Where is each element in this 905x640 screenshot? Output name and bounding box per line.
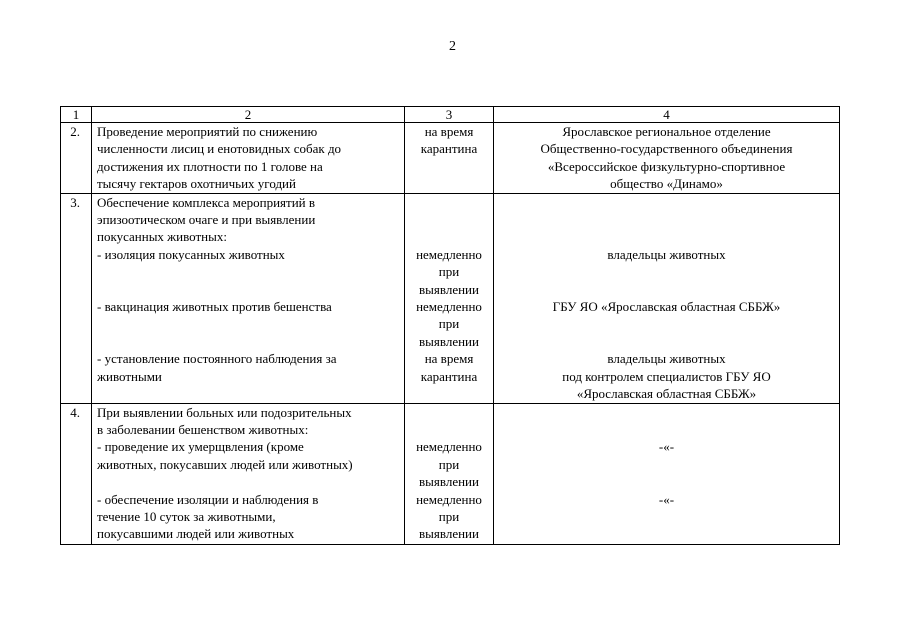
row-number: 4. — [61, 403, 92, 544]
executor-line: ГБУ ЯО «Ярославская областная СББЖ» — [552, 299, 781, 315]
term-line: на время — [424, 351, 474, 367]
executor-line: владельцы животных — [607, 246, 726, 262]
column-executor-header: 4 — [494, 107, 840, 123]
executor-line: «Ярославская областная СББЖ» — [576, 386, 757, 402]
executor-cell — [494, 123, 840, 194]
table-row — [61, 123, 840, 194]
page-number: 2 — [449, 39, 456, 54]
row-number: 2. — [61, 123, 92, 194]
executor-line: Ярославское региональное отделение — [562, 124, 771, 139]
executor-line: «Всероссийское физкультурно-спортивное — [547, 158, 786, 174]
term-line: выявлении — [419, 281, 479, 297]
measure-line: Проведение мероприятий по снижению — [97, 124, 318, 139]
row-number: 3. — [61, 193, 92, 403]
table-row — [61, 403, 840, 544]
executor-line: Общественно-государственного объединения — [540, 141, 793, 157]
measure-line: достижения их плотности по 1 голове на — [97, 158, 323, 174]
term-line: немедленно — [416, 299, 482, 315]
measure-item: - проведение их умерщвления (кроме — [97, 439, 304, 455]
measure-item: - вакцинация животных против бешенства — [97, 299, 332, 315]
term-line: выявлении — [419, 526, 479, 542]
measure-item: - изоляция покусанных животных — [97, 246, 285, 262]
term-line: немедленно — [416, 439, 482, 455]
term-line: выявлении — [419, 333, 479, 349]
column-number-header: 1 — [61, 107, 92, 123]
measure-cell — [92, 123, 405, 194]
measure-line: Обеспечение комплекса мероприятий в — [97, 194, 316, 210]
measure-item: - обеспечение изоляции и наблюдения в — [97, 491, 319, 507]
table-row — [61, 193, 840, 403]
measure-line: в заболевании бешенством животных: — [97, 422, 309, 438]
measure-item: течение 10 суток за животными, — [97, 509, 276, 525]
term-cell — [405, 403, 494, 544]
measure-item: покусавшими людей или животных — [97, 526, 295, 542]
term-line: выявлении — [419, 474, 479, 490]
term-line: на время — [424, 124, 474, 139]
measure-line: эпизоотическом очаге и при выявлении — [97, 212, 316, 228]
measure-item: - установление постоянного наблюдения за — [97, 351, 337, 367]
measures-table — [60, 106, 840, 545]
measure-line: численности лисиц и енотовидных собак до — [97, 141, 342, 157]
executor-line: владельцы животных — [607, 351, 726, 367]
term-line: при — [438, 509, 460, 525]
column-measure-header: 2 — [92, 107, 405, 123]
executor-cell — [494, 403, 840, 544]
measure-cell — [92, 403, 405, 544]
term-cell — [405, 193, 494, 403]
measure-item: животными — [97, 368, 162, 384]
term-line: карантина — [420, 368, 478, 384]
executor-cell — [494, 193, 840, 403]
table-header-row — [61, 107, 840, 123]
measure-line: покусанных животных: — [97, 229, 227, 245]
term-line: при — [438, 264, 460, 280]
term-line: карантина — [420, 141, 478, 157]
executor-line: под контролем специалистов ГБУ ЯО — [562, 368, 771, 384]
term-line: при — [438, 316, 460, 332]
executor-line: -«- — [658, 491, 675, 507]
term-line: немедленно — [416, 246, 482, 262]
term-line: при — [438, 456, 460, 472]
column-term-header: 3 — [405, 107, 494, 123]
measure-cell — [92, 193, 405, 403]
measure-item: животных, покусавших людей или животных) — [97, 456, 353, 472]
term-line: немедленно — [416, 491, 482, 507]
measure-line: При выявлении больных или подозрительных — [97, 404, 352, 420]
term-cell — [405, 123, 494, 194]
measure-line: тысячу гектаров охотничьих угодий — [97, 176, 296, 192]
executor-line: -«- — [658, 439, 675, 455]
executor-line: общество «Динамо» — [610, 176, 723, 192]
